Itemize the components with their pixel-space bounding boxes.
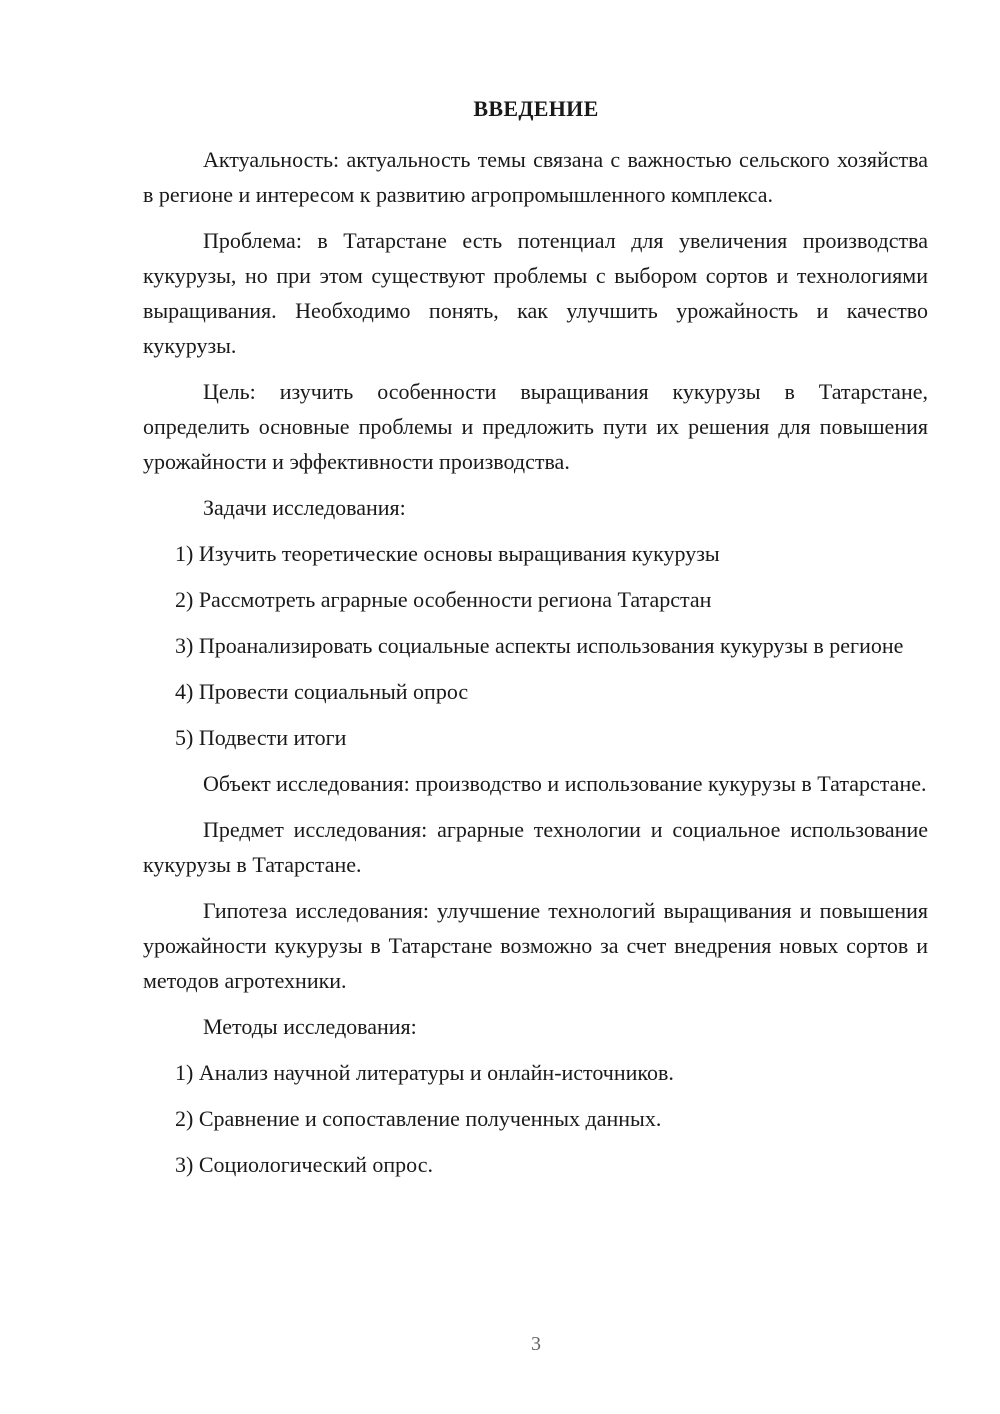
task-item-4: 4) Провести социальный опрос xyxy=(175,679,469,704)
method-item-1: 1) Анализ научной литературы и онлайн-источников. xyxy=(175,1060,674,1085)
tasks-heading: Задачи исследования: xyxy=(203,495,406,520)
paragraph-subject: Предмет исследования: аграрные технологии и социальное использование кукурузы в Татарстане. xyxy=(143,817,928,877)
task-item-1: 1) Изучить теоретические основы выращивания кукурузы xyxy=(175,541,720,566)
methods-heading: Методы исследования: xyxy=(203,1014,417,1039)
method-item-2: 2) Сравнение и сопоставление полученных данных. xyxy=(175,1106,662,1131)
paragraph-problem: Проблема: в Татарстане есть потенциал для увеличения производства кукурузы, но при этом существуют проблемы с выбором сортов и технологиями выращивания. Необходимо понять, как улучшить урожайность и качество кукурузы. xyxy=(143,228,928,358)
page-number: 3 xyxy=(531,1333,541,1355)
document-body xyxy=(143,142,928,1193)
paragraph-object: Объект исследования: производство и использование кукурузы в Татарстане. xyxy=(203,771,927,796)
task-item-5: 5) Подвести итоги xyxy=(175,725,347,750)
paragraph-hypothesis: Гипотеза исследования: улучшение технологий выращивания и повышения урожайности кукурузы в Татарстане возможно за счет внедрения новых сортов и методов агротехники. xyxy=(143,898,928,993)
task-item-2: 2) Рассмотреть аграрные особенности региона Татарстан xyxy=(175,587,712,612)
paragraph-relevance: Актуальность: актуальность темы связана с важностью сельского хозяйства в регионе и интересом к развитию агропромышленного комплекса. xyxy=(143,147,928,207)
paragraph-goal: Цель: изучить особенности выращивания кукурузы в Татарстане, определить основные проблемы и предложить пути их решения для повышения урожайности и эффективности производства. xyxy=(143,379,928,474)
page-title: ВВЕДЕНИЕ xyxy=(473,96,599,121)
task-item-3: 3) Проанализировать социальные аспекты использования кукурузы в регионе xyxy=(175,633,904,658)
method-item-3: 3) Социологический опрос. xyxy=(175,1152,433,1177)
